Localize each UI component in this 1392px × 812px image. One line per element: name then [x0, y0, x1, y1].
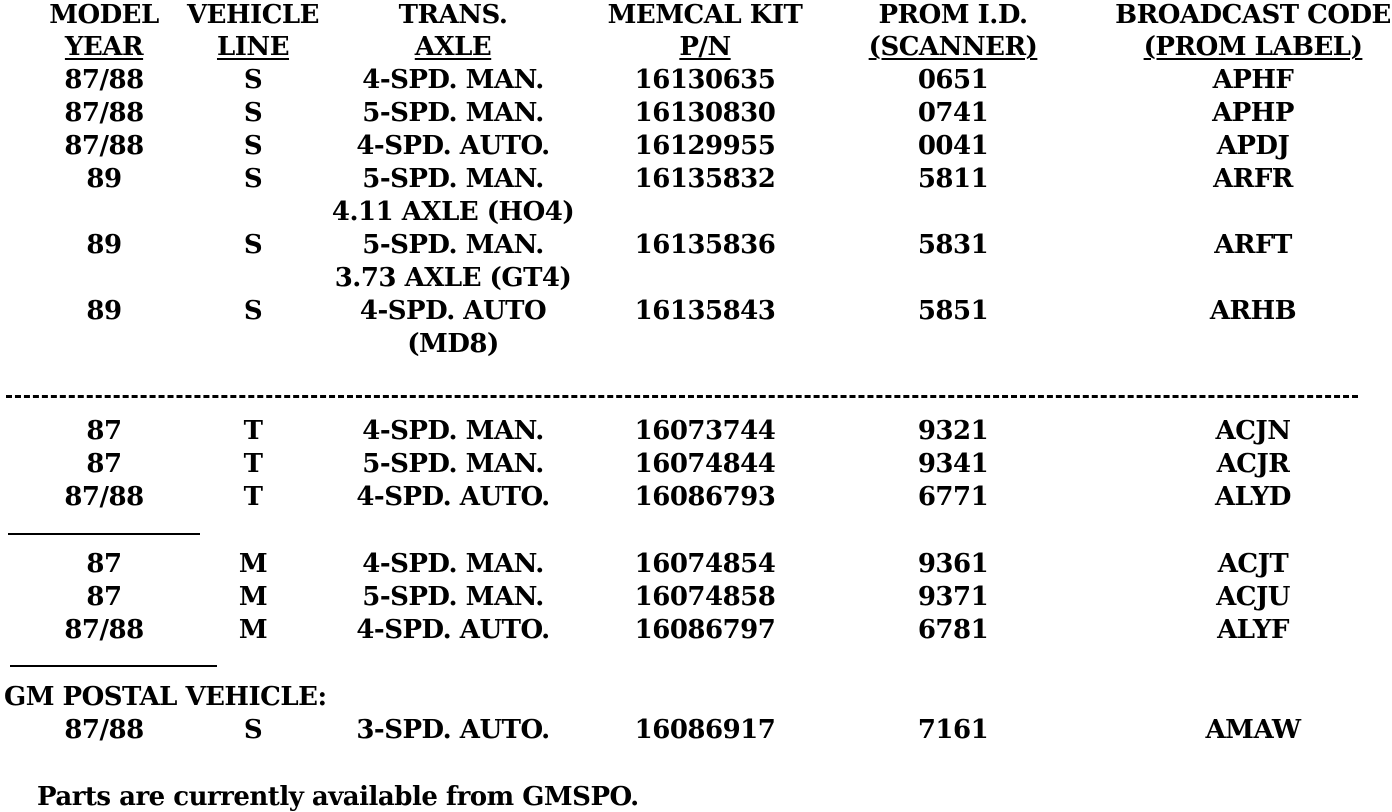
cell-broadcast: AMAW — [1205, 715, 1301, 745]
cell-line: M — [238, 615, 268, 645]
cell-broadcast: ARFT — [1214, 230, 1292, 260]
cell-pn: 16073744 — [634, 416, 776, 446]
cell-pn: 16129955 — [634, 131, 776, 161]
cell-trans: 5-SPD. MAN. — [362, 164, 544, 194]
cell-trans: 4-SPD. MAN. — [362, 65, 544, 95]
cell-trans: 5-SPD. MAN. — [362, 230, 544, 260]
cell-prom-id: 5851 — [917, 296, 989, 326]
cell-trans: 5-SPD. MAN. — [362, 449, 544, 479]
cell-broadcast: ACJT — [1217, 549, 1289, 579]
cell-line: T — [243, 449, 263, 479]
cell-line: S — [243, 715, 263, 745]
cell-prom-id: 5831 — [917, 230, 989, 260]
cell-pn: 16135843 — [634, 296, 776, 326]
cell-year: 87/88 — [64, 65, 144, 95]
cell-pn: 16130830 — [634, 98, 776, 128]
header-model: MODEL — [49, 0, 159, 30]
cell-pn: 16086917 — [634, 715, 776, 745]
cell-year: 87/88 — [64, 482, 144, 512]
header-prom-id: PROM I.D. — [878, 0, 1028, 30]
cell-trans: 4-SPD. AUTO — [359, 296, 547, 326]
cell-year: 87 — [86, 582, 122, 612]
header-broadcast-code: BROADCAST CODE — [1115, 0, 1391, 30]
cell-line: S — [243, 296, 263, 326]
cell-line: T — [243, 416, 263, 446]
header-year: YEAR — [64, 32, 144, 62]
cell-broadcast: ACJN — [1215, 416, 1291, 446]
cell-trans: 4-SPD. MAN. — [362, 549, 544, 579]
cell-pn: 16130635 — [634, 65, 776, 95]
header-line: LINE — [216, 32, 290, 62]
cell-prom-id: 0041 — [917, 131, 989, 161]
cell-prom-id: 9361 — [917, 549, 989, 579]
cell-trans: 4-SPD. AUTO. — [356, 615, 550, 645]
cell-line: M — [238, 582, 268, 612]
cell-trans: 5-SPD. MAN. — [362, 582, 544, 612]
cell-broadcast: ARHB — [1209, 296, 1297, 326]
header-prom-label: (PROM LABEL) — [1143, 32, 1363, 62]
cell-pn: 16135832 — [634, 164, 776, 194]
cell-broadcast: ALYD — [1215, 482, 1291, 512]
cell-trans: 5-SPD. MAN. — [362, 98, 544, 128]
cell-broadcast: ALYF — [1217, 615, 1289, 645]
cell-pn: 16086793 — [634, 482, 776, 512]
section-rule — [8, 533, 200, 535]
cell-trans: 4-SPD. AUTO. — [356, 131, 550, 161]
cell-broadcast: APHP — [1212, 98, 1294, 128]
cell-pn: 16086797 — [634, 615, 776, 645]
cell-trans: 4-SPD. MAN. — [362, 416, 544, 446]
cell-broadcast: ARFR — [1213, 164, 1293, 194]
cell-pn: 16074858 — [634, 582, 776, 612]
cell-line: S — [243, 98, 263, 128]
cell-trans: 4-SPD. AUTO. — [356, 482, 550, 512]
cell-year: 89 — [86, 164, 122, 194]
postal-label: GM POSTAL VEHICLE: — [4, 682, 327, 712]
cell-broadcast: APHF — [1212, 65, 1294, 95]
section-rule — [10, 665, 217, 667]
cell-line: S — [243, 230, 263, 260]
header-memcal-kit: MEMCAL KIT — [607, 0, 803, 30]
cell-trans-note: (MD8) — [407, 329, 499, 359]
cell-prom-id: 6781 — [917, 615, 989, 645]
cell-trans-note: 3.73 AXLE (GT4) — [334, 263, 572, 293]
dashed-divider — [6, 395, 1358, 398]
cell-prom-id: 6771 — [917, 482, 989, 512]
cell-prom-id: 9341 — [917, 449, 989, 479]
cell-prom-id: 9321 — [917, 416, 989, 446]
cell-prom-id: 0741 — [917, 98, 989, 128]
cell-prom-id: 5811 — [917, 164, 989, 194]
cell-line: S — [243, 164, 263, 194]
cell-pn: 16074854 — [634, 549, 776, 579]
header-axle: AXLE — [414, 32, 492, 62]
cell-prom-id: 9371 — [917, 582, 989, 612]
cell-year: 87 — [86, 449, 122, 479]
cell-broadcast: ACJR — [1216, 449, 1290, 479]
cell-line: T — [243, 482, 263, 512]
header-trans: TRANS. — [398, 0, 508, 30]
header-vehicle: VEHICLE — [186, 0, 320, 30]
cell-trans-note: 4.11 AXLE (HO4) — [331, 197, 575, 227]
cell-year: 87/88 — [64, 615, 144, 645]
cell-pn: 16135836 — [634, 230, 776, 260]
cell-prom-id: 7161 — [917, 715, 989, 745]
cell-year: 89 — [86, 296, 122, 326]
cell-line: M — [238, 549, 268, 579]
cell-year: 87 — [86, 549, 122, 579]
cell-line: S — [243, 65, 263, 95]
cell-year: 89 — [86, 230, 122, 260]
cell-year: 87/88 — [64, 715, 144, 745]
header-scanner: (SCANNER) — [868, 32, 1038, 62]
footer-note: Parts are currently available from GMSPO. — [37, 782, 639, 812]
cell-year: 87/88 — [64, 131, 144, 161]
cell-broadcast: ACJU — [1216, 582, 1290, 612]
cell-year: 87/88 — [64, 98, 144, 128]
cell-year: 87 — [86, 416, 122, 446]
cell-line: S — [243, 131, 263, 161]
header-pn: P/N — [679, 32, 731, 62]
cell-pn: 16074844 — [634, 449, 776, 479]
cell-trans: 3-SPD. AUTO. — [356, 715, 550, 745]
cell-prom-id: 0651 — [917, 65, 989, 95]
cell-broadcast: APDJ — [1216, 131, 1290, 161]
